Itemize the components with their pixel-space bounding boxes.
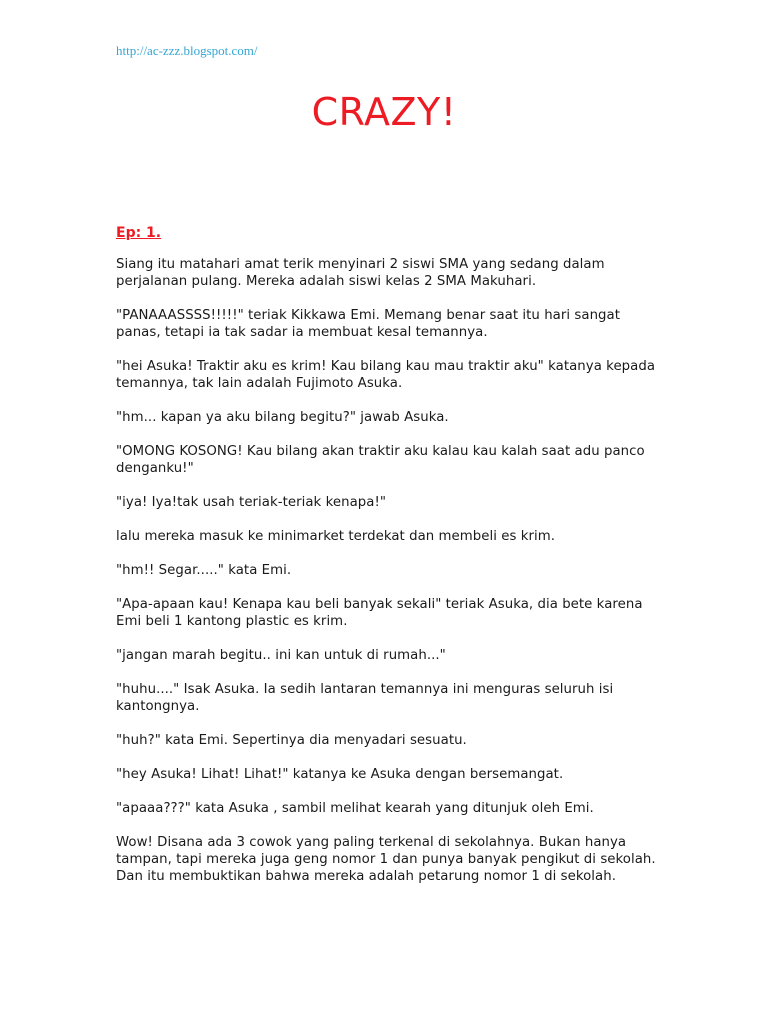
story-paragraph: "PANAAASSSS!!!!!" teriak Kikkawa Emi. Memang benar saat itu hari sangat panas, tetapi ia tak sadar ia membuat kesal temannya.: [116, 308, 621, 340]
story-paragraph: "hei Asuka! Traktir aku es krim! Kau bilang kau mau traktir aku" katanya kepada temannya, tak lain adalah Fujimoto Asuka.: [116, 359, 656, 391]
story-paragraph: "jangan marah begitu.. ini kan untuk di rumah...": [116, 648, 446, 663]
story-paragraph: "hm... kapan ya aku bilang begitu?" jawab Asuka.: [116, 410, 449, 425]
story-paragraph: "huhu...." Isak Asuka. Ia sedih lantaran temannya ini menguras seluruh isi kantongnya.: [116, 682, 614, 714]
episode-heading: Ep: 1.: [116, 225, 162, 241]
source-url-link[interactable]: http://ac-zzz.blogspot.com/: [116, 43, 258, 58]
story-paragraph: "hey Asuka! Lihat! Lihat!" katanya ke Asuka dengan bersemangat.: [116, 767, 564, 782]
story-paragraph: "huh?" kata Emi. Sepertinya dia menyadari sesuatu.: [116, 733, 467, 748]
story-paragraph: Wow! Disana ada 3 cowok yang paling terkenal di sekolahnya. Bukan hanya tampan, tapi mereka juga geng nomor 1 dan punya banyak pengikut di sekolah. Dan itu membuktikan bahwa mereka adalah petarung nomor 1 di sekolah.: [116, 835, 656, 884]
story-paragraph: lalu mereka masuk ke minimarket terdekat dan membeli es krim.: [116, 529, 556, 544]
story-body: [116, 256, 656, 902]
story-paragraph: "apaaa???" kata Asuka , sambil melihat kearah yang ditunjuk oleh Emi.: [116, 801, 594, 816]
story-paragraph: Siang itu matahari amat terik menyinari 2 siswi SMA yang sedang dalam perjalanan pulang. Mereka adalah siswi kelas 2 SMA Makuhari.: [116, 257, 605, 289]
story-paragraph: "OMONG KOSONG! Kau bilang akan traktir aku kalau kau kalah saat adu panco denganku!": [116, 444, 645, 476]
story-paragraph: "hm!! Segar....." kata Emi.: [116, 563, 292, 578]
story-paragraph: "iya! Iya!tak usah teriak-teriak kenapa!": [116, 495, 386, 510]
story-title: CRAZY!: [311, 90, 457, 134]
story-paragraph: "Apa-apaan kau! Kenapa kau beli banyak sekali" teriak Asuka, dia bete karena Emi beli 1 kantong plastic es krim.: [116, 597, 643, 629]
